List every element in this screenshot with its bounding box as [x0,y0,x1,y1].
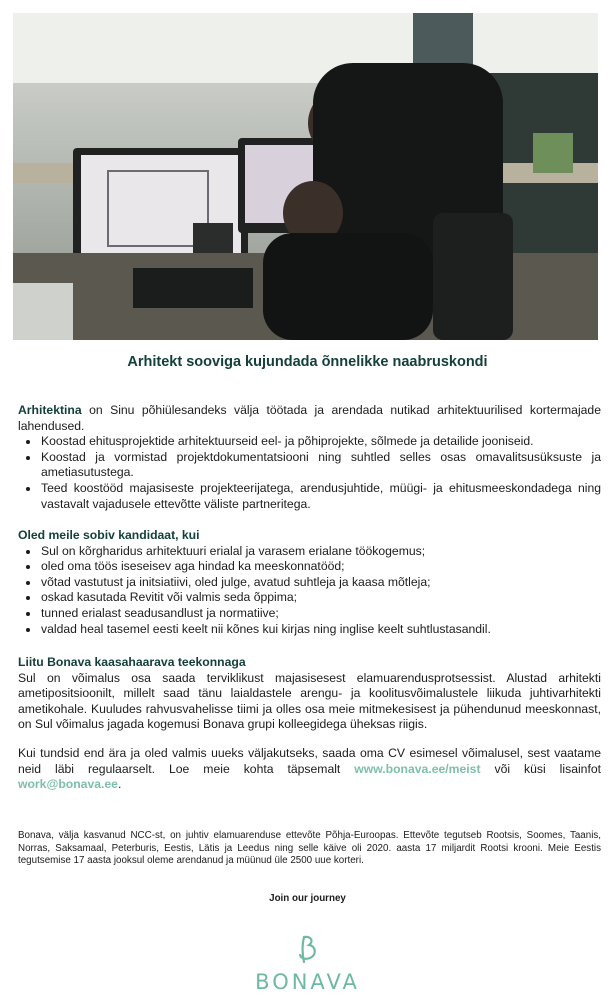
list-item: Koostad ehitusprojektide arhitektuurseid eel- ja põhiprojekte, sõlmede ja detailide jooniseid. [18,434,601,450]
duties-list [18,434,601,512]
intro-section [18,403,601,512]
apply-text-middle: või küsi lisainfot [480,761,602,776]
journey-heading: Liitu Bonava kaasahaarava teekonnaga [18,655,246,669]
list-item: võtad vastutust ja initsiatiivi, oled julge, avatud suhtleja ja kaasa mõtleja; [18,575,601,591]
bonava-logo [0,935,615,994]
list-item: tunned erialast seadusandlust ja normatiive; [18,606,601,622]
journey-paragraph: Sul on võimalus osa saada terviklikust majasisesest elamuarendusprotsessist. Alustad arhitekti ametipositsioonilt, millelt saad tänu laialdastele arengu- ja koolitusvõimalustele liikuda juhtivarhitekti ametikohale. Kuuludes rahvusvahelisse tiimi ja olles osa meie mitmekesisest ja pühendunud meeskonnast, on Sul võimalus jagada kogemusi Bonava grupi kolleegidega üheksas riigis. [18,670,601,732]
page-title: Arhitekt sooviga kujundada õnnelikke naabruskondi [127,354,488,370]
apply-section [18,746,601,793]
bonava-b-icon [295,935,321,965]
candidate-heading: Oled meile sobiv kandidaat, kui [18,528,200,542]
hero-photo [13,13,598,340]
intro-text: on Sinu põhiülesandeks välja töötada ja arendada nutikad arhitektuurilised kortermajade lahendused. [18,403,601,433]
website-link[interactable]: www.bonava.ee/meist [354,761,481,776]
apply-text-after: . [117,777,122,792]
office-photo-illustration [13,13,598,340]
list-item: Teed koostööd majasiseste projekteerijatega, arendusjuhtide, müügi- ja ehitusmeeskondadega ning vastavalt vajadusele ettevõtte väliste partneritega. [18,481,601,512]
company-about: Bonava, välja kasvanud NCC-st, on juhtiv elamuarenduse ettevõte Põhja-Euroopas. Ettevõte tegutseb Rootsis, Soomes, Taanis, Norras, Saksamaal, Peterburis, Eestis, Lätis ja Leedus ning selle käive oli 2020. aasta 17 miljardit Rootsi krooni. Meie Eestis tegutsemise 17 aasta jooksul oleme arendanud ja müünud üle 2500 uue korteri. [18,830,601,867]
email-link[interactable]: work@bonava.ee [18,777,118,792]
list-item: Sul on kõrgharidus arhitektuuri erialal ja varasem erialane töökogemus; [18,544,601,560]
list-item: valdad heal tasemel eesti keelt nii kõnes kui kirjas ning inglise keelt suhtlustasandil. [18,622,601,638]
journey-section [18,655,601,733]
intro-paragraph [18,403,601,434]
list-item: Koostad ja vormistad projektdokumentatsiooni ning suhtled selles osas omavalitsusüksuste ja ametiasutustega. [18,450,601,481]
join-caption: Join our journey [269,893,346,904]
intro-lead: Arhitektina [18,403,82,417]
apply-paragraph [18,746,601,793]
candidate-section [18,528,601,637]
apply-text-before: Kui tundsid end ära ja oled valmis uueks väljakutseks, saada oma CV esimesel võimalusel, sest vaatame neid läbi regulaarselt. Loe meie kohta täpsemalt [18,746,601,776]
list-item: oskad kasutada Revitit või valmis seda õppima; [18,590,601,606]
list-item: oled oma töös iseseisev aga hindad ka meeskonnatööd; [18,559,601,575]
bonava-wordmark: BONAVA [255,970,360,994]
requirements-list [18,544,601,638]
